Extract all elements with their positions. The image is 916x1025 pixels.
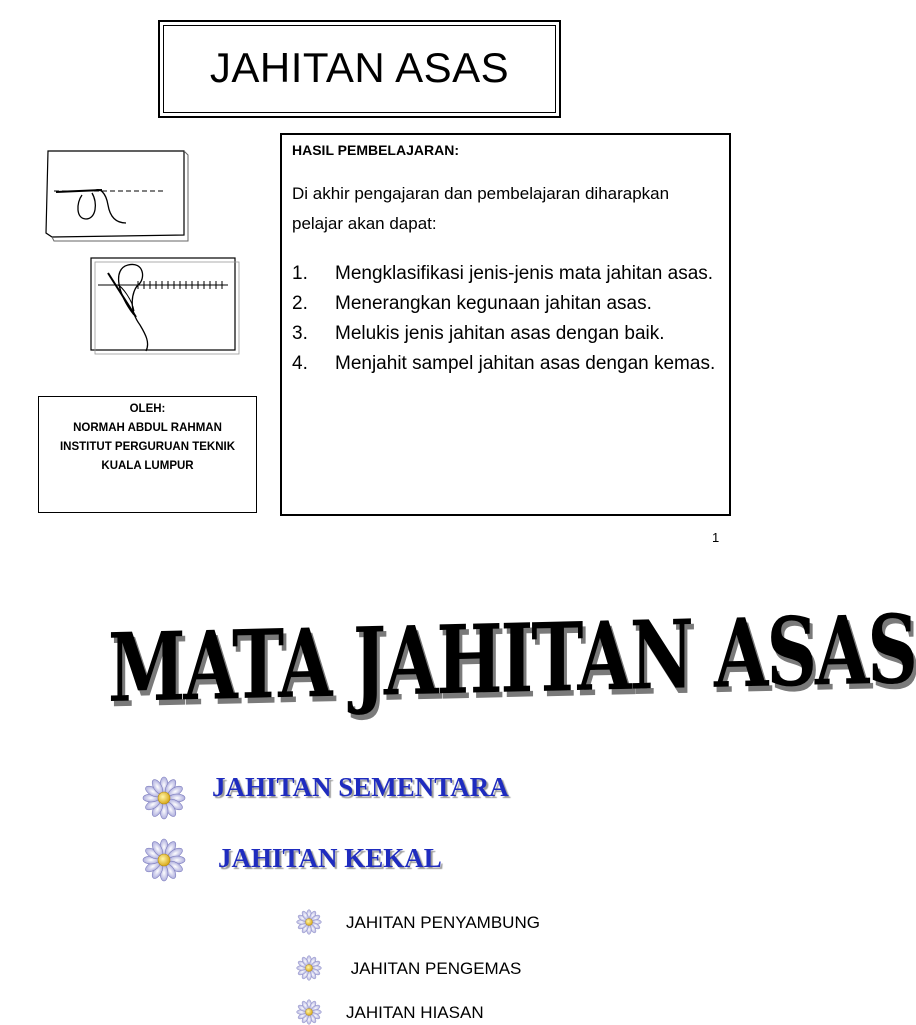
daisy-flower-icon: [296, 955, 322, 981]
subcategory-penyambung: JAHITAN PENYAMBUNG: [346, 913, 540, 932]
title-box: [158, 20, 561, 118]
category-sementara: JAHITAN SEMENTARA: [212, 772, 509, 802]
daisy-flower-icon: [142, 838, 186, 882]
outcomes-intro-line2: pelajar akan dapat:: [292, 214, 437, 233]
page-title: JAHITAN ASAS: [209, 44, 510, 91]
outcome-text: Menerangkan kegunaan jahitan asas.: [335, 293, 652, 314]
category-kekal: JAHITAN KEKAL: [218, 843, 442, 873]
author-institution: INSTITUT PERGURUAN TEKNIK: [59, 441, 236, 453]
author-name: NORMAH ABDUL RAHMAN: [73, 422, 222, 434]
outcome-number: 1.: [292, 263, 308, 284]
author-box: [38, 396, 257, 513]
outcome-text: Melukis jenis jahitan asas dengan baik.: [335, 323, 665, 344]
page-number: 1: [712, 530, 720, 545]
section-title: MATA JAHITAN ASAS: [108, 592, 916, 725]
outcomes-intro: [292, 179, 719, 239]
backstitch-illustration: [88, 255, 240, 355]
outcome-number: 3.: [292, 323, 308, 344]
outcome-text: Menjahit sampel jahitan asas dengan kemas.: [335, 353, 716, 374]
daisy-flower-icon: [296, 909, 322, 935]
learning-outcomes-box: [280, 133, 731, 516]
outcome-number: 4.: [292, 353, 308, 374]
outcome-item: [292, 261, 719, 287]
daisy-flower-icon: [296, 999, 322, 1025]
subcategory-pengemas: JAHITAN PENGEMAS: [346, 959, 522, 978]
outcome-item: [292, 321, 719, 347]
author-label: OLEH:: [129, 403, 166, 415]
outcome-text: Mengklasifikasi jenis-jenis mata jahitan asas.: [335, 263, 714, 284]
outcome-item: [292, 291, 719, 317]
running-stitch-illustration: [42, 145, 190, 243]
author-city: KUALA LUMPUR: [101, 460, 194, 472]
subcategory-hiasan: JAHITAN HIASAN: [346, 1003, 484, 1022]
daisy-flower-icon: [142, 776, 186, 820]
outcome-number: 2.: [292, 293, 308, 314]
outcomes-heading: HASIL PEMBELAJARAN:: [292, 142, 459, 158]
outcomes-intro-line1: Di akhir pengajaran dan pembelajaran diharapkan: [292, 184, 670, 203]
outcome-item: [292, 351, 719, 377]
outcomes-list: [292, 261, 719, 377]
